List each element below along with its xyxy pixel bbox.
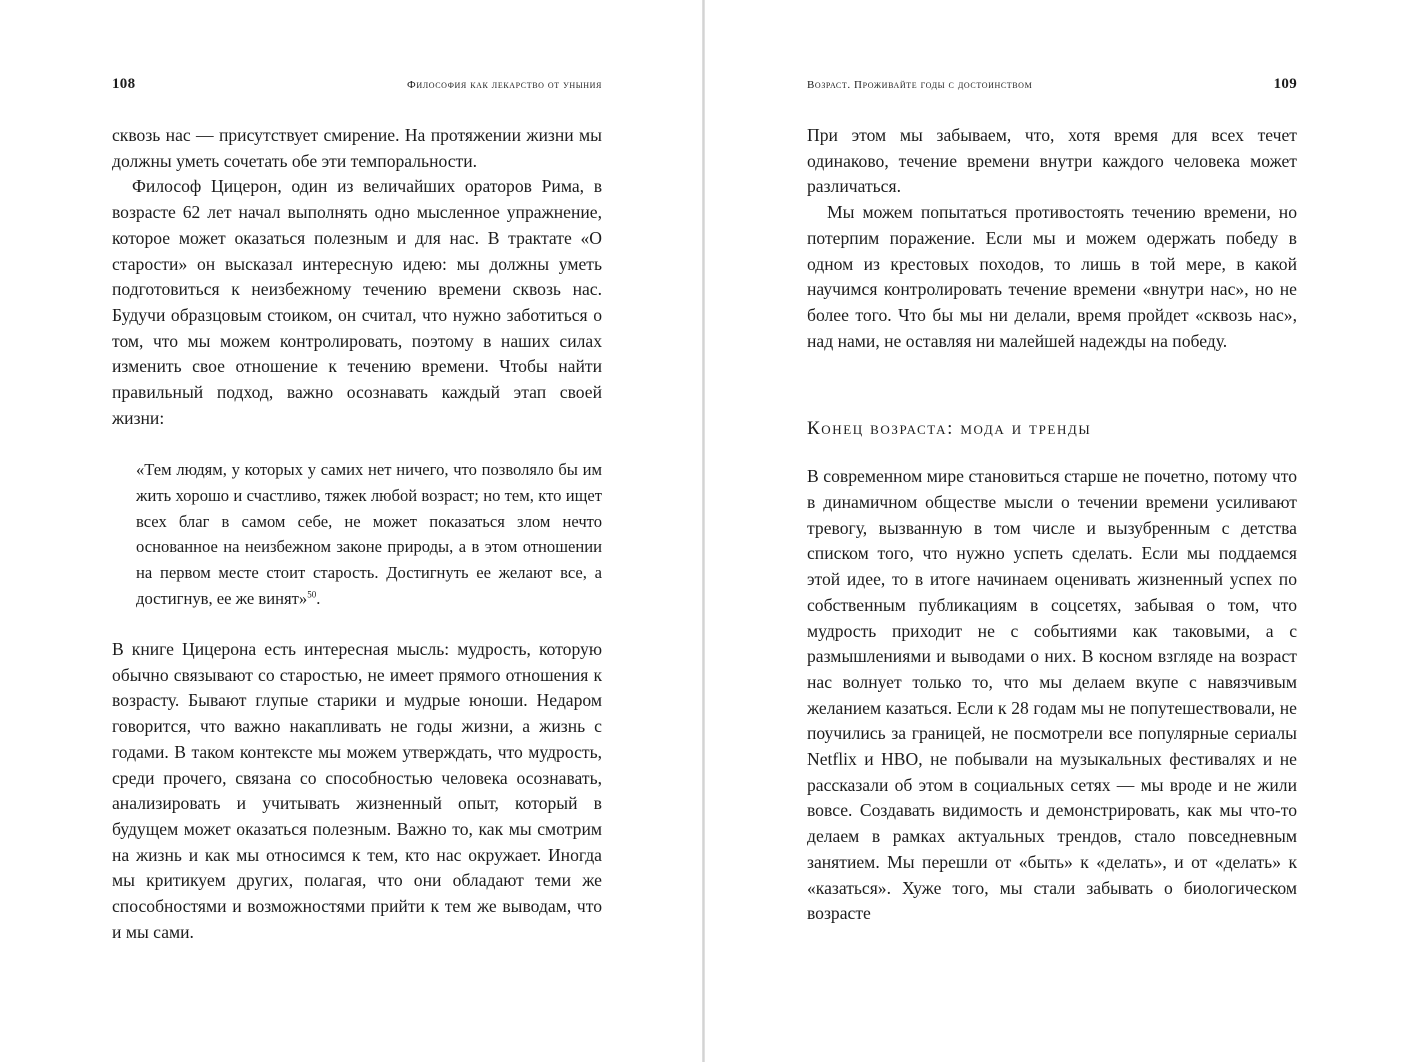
left-page-number: 108 (112, 76, 136, 92)
left-page (112, 0, 602, 1062)
paragraph: В современном мире становиться старше не почетно, потому что в динамичном обществе мысли о течении времени усиливают тревогу, вызванную в том числе и вызубренным с детства списком того, что нужно успеть сделать. Если мы поддаемся этой идее, то в итоге начинаем оценивать жизненный успех по собственным публикациям в соцсетях, забывая о том, что мудрость приходит не с событиями как таковыми, а с размышлениями и выводами о них. В косном взгляде на возраст нас волнует только то, что мы делаем вкупе с навязчивым желанием казаться. Если к 28 годам мы не попутешествовали, не поучились за границей, не посмотрели все популярные сериалы Netflix и HBO, не побывали на музыкальных фестивалях и не рассказали об этом в социальных сетях — мы вроде и не жили вовсе. Создавать видимость и демонстрировать, как мы что-то делаем в рамках актуальных трендов, стало повседневным занятием. Мы перешли от «быть» к «делать», и от «делать» к «казаться». Хуже того, мы стали забывать о биологическом возрасте (807, 466, 1297, 924)
paragraph: При этом мы забываем, что, хотя время для всех течет одинаково, течение времени внутри каждого человека может различаться. (807, 125, 1297, 197)
paragraph: Философ Цицерон, один из величайших ораторов Рима, в возрасте 62 лет начал выполнять одно мысленное упражнение, которое может оказаться полезным и для нас. В трактате «О старости» он высказал интересную идею: мы должны уметь подготовиться к неизбежному течению времени сквозь нас. Будучи образцовым стоиком, он считал, что нужно заботиться о том, что мы можем контролировать, поэтому в наших силах изменить свое отношение к течению времени. Чтобы найти правильный подход, важно осознавать каждый этап своей жизни: (112, 176, 602, 428)
left-page-text (112, 123, 602, 945)
left-running-title: Философия как лекарство от уныния (407, 79, 602, 91)
book-gutter (702, 0, 705, 1062)
left-running-head (112, 76, 602, 96)
footnote-reference: 50 (307, 589, 317, 600)
block-quote: «Тем людям, у которых у самих нет ничего, что позволяло бы им жить хорошо и счастливо, тяжек любой возраст; но тем, кто ищет всех благ в самом себе, не может показаться злом нечто основанное на неизбежном законе природы, а в этом отношении на первом месте стоит старость. Достигнуть ее желают все, а достигнув, ее же винят»$^{50}$. (136, 460, 602, 608)
right-running-head (807, 76, 1297, 96)
right-page (807, 0, 1297, 1062)
right-page-text (807, 123, 1297, 927)
paragraph: сквозь нас — присутствует смирение. На протяжении жизни мы должны уметь сочетать обе эти темпоральности. (112, 125, 602, 171)
section-heading: Конец возраста: мода и тренды (807, 418, 1092, 440)
paragraph: Мы можем попытаться противостоять течению времени, но потерпим поражение. Если мы и можем одержать победу в одном из крестовых походов, то лишь в той мере, в какой научимся контролировать течение времени «внутри нас», но не более того. Что бы мы ни делали, время пройдет «сквозь нас», над нами, не оставляя ни малейшей надежды на победу. (807, 202, 1297, 351)
right-page-number: 109 (1273, 76, 1297, 92)
quote-text: «Тем людям, у которых у самих нет ничего, что позволяло бы им жить хорошо и счастливо, тяжек любой возраст; но тем, кто ищет всех благ в самом себе, не может показаться злом нечто основанное на неизбежном законе природы, а в этом отношении на первом месте стоит старость. Достигнуть ее желают все, а достигнув, ее же винят» (136, 460, 602, 608)
paragraph: В книге Цицерона есть интересная мысль: мудрость, которую обычно связывают со старостью, не имеет прямого отношения к возрасту. Бывают глупые старики и мудрые юноши. Недаром говорится, что важно накапливать не годы жизни, а жизнь с годами. В таком контексте мы можем утверждать, что мудрость, среди прочего, связана со способностью человека осознавать, анализировать и учитывать жизненный опыт, который в будущем может оказаться полезным. Важно то, как мы смотрим на жизнь и как мы относимся к тем, кто нас окружает. Иногда мы критикуем других, полагая, что они обладают теми же способностями и возможностями прийти к тем же выводам, что и мы сами. (112, 639, 602, 942)
right-running-title: Возраст. Проживайте годы с достоинством (807, 79, 1033, 91)
